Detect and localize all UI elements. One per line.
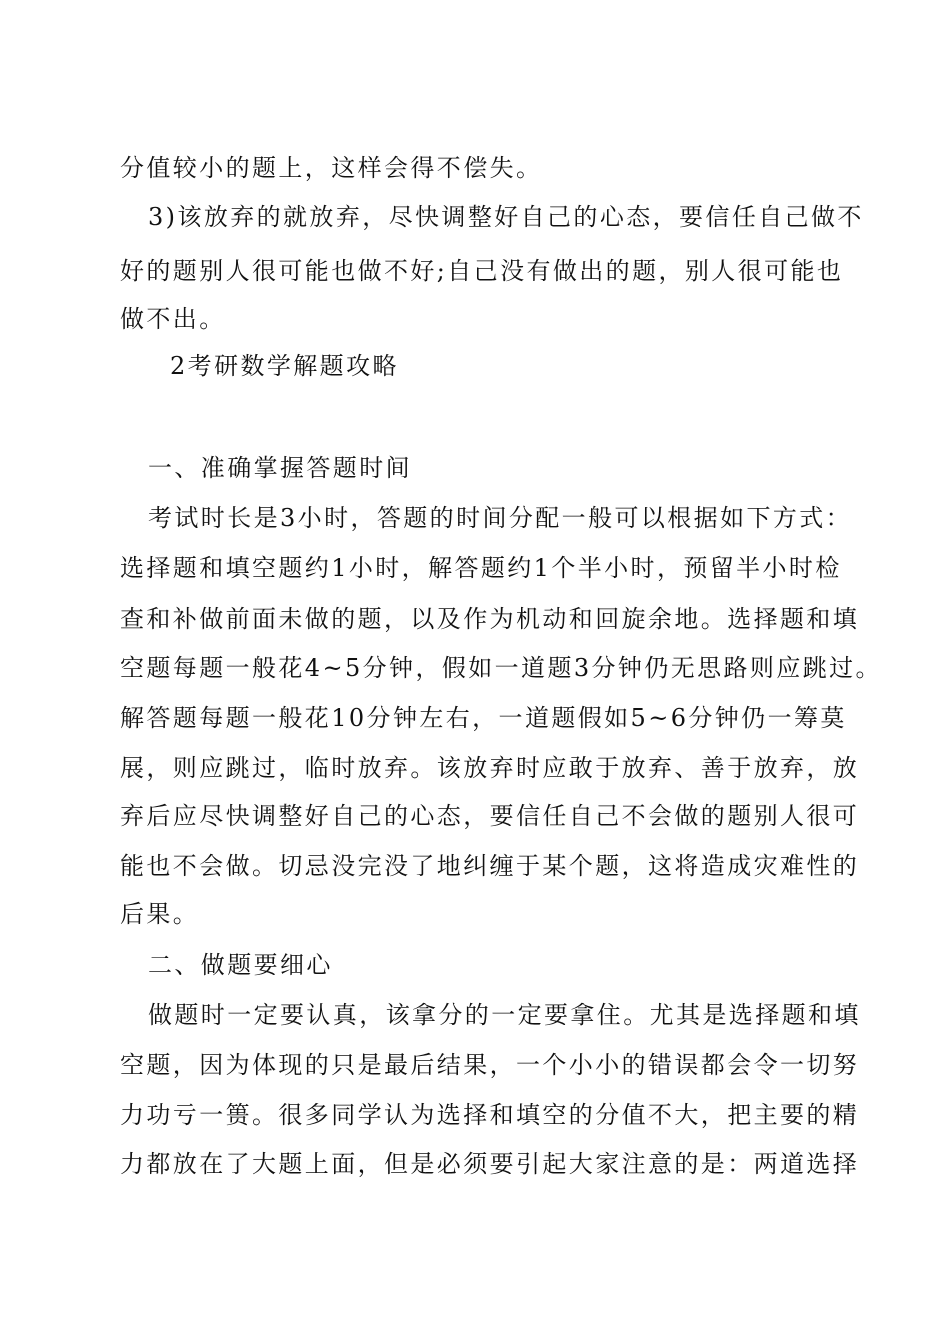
body-text-line: 力功亏一篑。很多同学认为选择和填空的分值不大，把主要的精 — [120, 1101, 860, 1129]
body-text-line: 考试时长是3小时，答题的时间分配一般可以根据如下方式： — [148, 504, 853, 532]
section-heading: 2考研数学解题攻略 — [170, 352, 399, 380]
body-text-line: 查和补做前面未做的题，以及作为机动和回旋余地。选择题和填 — [120, 605, 860, 633]
section-heading: 一、准确掌握答题时间 — [148, 454, 412, 482]
body-text-line: 解答题每题一般花10分钟左右，一道题假如5~6分钟仍一筹莫 — [120, 704, 847, 732]
body-text-line: 分值较小的题上，这样会得不偿失。 — [120, 154, 543, 182]
body-text-line: 能也不会做。切忌没完没了地纠缠于某个题，这将造成灾难性的 — [120, 852, 860, 880]
body-text-line: 做不出。 — [120, 305, 226, 333]
section-heading: 二、做题要细心 — [148, 951, 333, 979]
body-text-line: 3)该放弃的就放弃，尽快调整好自己的心态，要信任自己做不 — [148, 203, 864, 231]
body-text-line: 展，则应跳过，临时放弃。该放弃时应敢于放弃、善于放弃，放 — [120, 754, 860, 782]
body-text-line: 力都放在了大题上面，但是必须要引起大家注意的是：两道选择 — [120, 1150, 860, 1178]
body-text-line: 选择题和填空题约1小时，解答题约1个半小时，预留半小时检 — [120, 554, 842, 582]
body-text-line: 做题时一定要认真，该拿分的一定要拿住。尤其是选择题和填 — [148, 1001, 861, 1029]
body-text-line: 弃后应尽快调整好自己的心态，要信任自己不会做的题别人很可 — [120, 802, 860, 830]
body-text-line: 空题每题一般花4~5分钟，假如一道题3分钟仍无思路则应跳过。 — [120, 654, 882, 682]
body-text-line: 好的题别人很可能也做不好;自己没有做出的题，别人很可能也 — [120, 257, 844, 285]
body-text-line: 后果。 — [120, 900, 200, 928]
body-text-line: 空题，因为体现的只是最后结果，一个小小的错误都会令一切努 — [120, 1051, 860, 1079]
